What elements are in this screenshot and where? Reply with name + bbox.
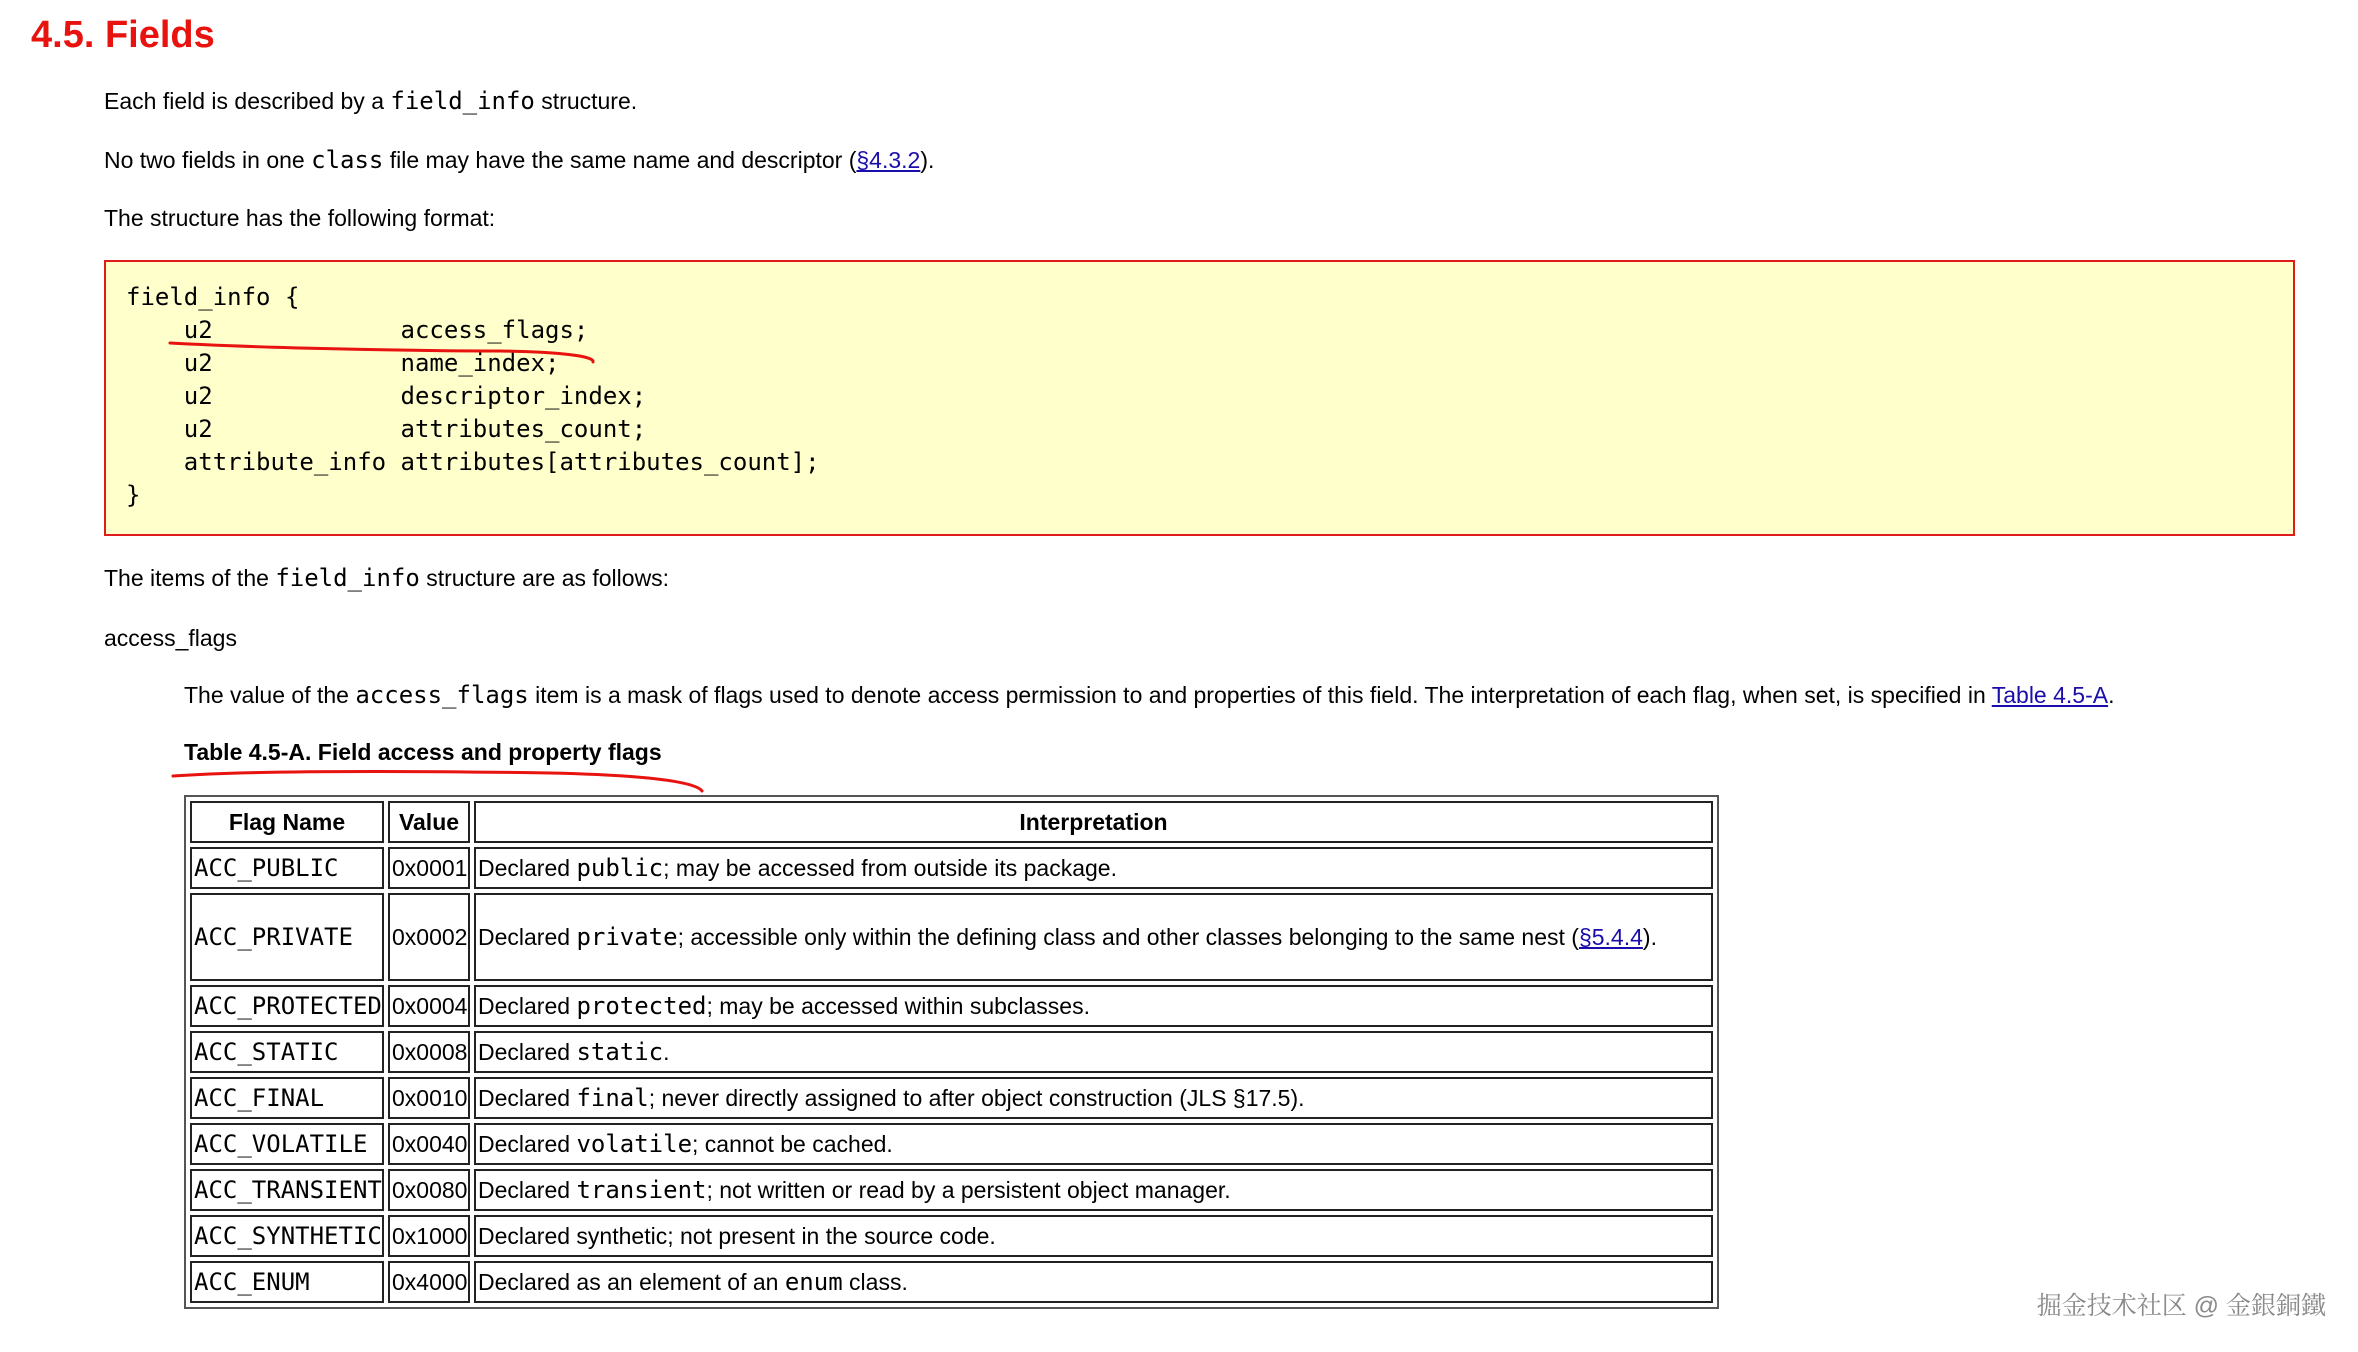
code-line: } bbox=[126, 481, 141, 509]
table-row bbox=[190, 1215, 1713, 1257]
inline-code-access-flags: access_flags bbox=[355, 681, 529, 709]
interpretation-cell bbox=[474, 1261, 1713, 1303]
items-intro-text: The items of the bbox=[104, 565, 276, 591]
flag-value-cell: 0x0040 bbox=[388, 1123, 470, 1165]
code-block bbox=[104, 260, 2295, 536]
table-row bbox=[190, 985, 1713, 1027]
flag-value-cell: 0x0080 bbox=[388, 1169, 470, 1211]
flag-name-cell: ACC_SYNTHETIC bbox=[190, 1215, 384, 1257]
intro-p2-text-end: ). bbox=[920, 147, 935, 173]
inline-code: protected bbox=[576, 992, 707, 1020]
items-intro bbox=[104, 563, 669, 593]
interpretation-text: Declared synthetic; not present in the source code. bbox=[478, 1222, 996, 1249]
flag-name-cell: ACC_PRIVATE bbox=[190, 893, 384, 981]
interpretation-cell bbox=[474, 847, 1713, 889]
interpretation-text: Declared as an element of an bbox=[478, 1269, 785, 1295]
inline-code: public bbox=[576, 854, 664, 882]
intro-p2-text-middle: file may have the same name and descriptor ( bbox=[383, 147, 857, 173]
interpretation-text: ; may be accessed within subclasses. bbox=[706, 993, 1090, 1019]
interpretation-cell bbox=[474, 985, 1713, 1027]
column-header-interpretation: Interpretation bbox=[474, 801, 1713, 843]
item-description-access-flags bbox=[184, 680, 2114, 710]
inline-code: static bbox=[576, 1038, 664, 1066]
code-line: u2 access_flags; bbox=[126, 316, 589, 344]
column-header-value: Value bbox=[388, 801, 470, 843]
code-line: u2 name_index; bbox=[126, 349, 560, 377]
interpretation-text: ; not written or read by a persistent object manager. bbox=[706, 1177, 1231, 1203]
interpretation-cell bbox=[474, 1031, 1713, 1073]
intro-p2-text: No two fields in one bbox=[104, 147, 312, 173]
interpretation-cell bbox=[474, 1123, 1713, 1165]
inline-code-field-info: field_info bbox=[390, 87, 535, 115]
inline-code: volatile bbox=[576, 1130, 693, 1158]
interpretation-text: Declared bbox=[478, 993, 577, 1019]
watermark: 掘金技术社区 @ 金銀銅鐵 bbox=[2036, 1292, 2326, 1320]
inline-code: private bbox=[576, 923, 678, 951]
inline-code-field-info: field_info bbox=[275, 564, 420, 592]
table-row bbox=[190, 1077, 1713, 1119]
interpretation-cell bbox=[474, 893, 1713, 981]
interpretation-text: ; cannot be cached. bbox=[692, 1131, 893, 1157]
flag-value-cell: 0x1000 bbox=[388, 1215, 470, 1257]
flag-value-cell: 0x4000 bbox=[388, 1261, 470, 1303]
inline-code: transient bbox=[576, 1176, 707, 1204]
interpretation-text: Declared bbox=[478, 1085, 577, 1111]
code-line: attribute_info attributes[attributes_count]; bbox=[126, 448, 820, 476]
link-table-4-5-a[interactable]: Table 4.5-A bbox=[1991, 682, 2109, 708]
interpretation-text: class. bbox=[842, 1269, 908, 1295]
interpretation-cell bbox=[474, 1169, 1713, 1211]
intro-paragraph-1 bbox=[104, 86, 637, 116]
code-line: field_info { bbox=[126, 283, 300, 311]
interpretation-text: Declared bbox=[478, 924, 577, 950]
table-row bbox=[190, 1261, 1713, 1303]
interpretation-text: Declared bbox=[478, 855, 577, 881]
link-section-5-4-4[interactable]: §5.4.4 bbox=[1578, 924, 1643, 950]
table-row bbox=[190, 847, 1713, 889]
link-section-4-3-2[interactable]: §4.3.2 bbox=[856, 147, 921, 173]
interpretation-text: ). bbox=[1642, 924, 1657, 950]
desc-text: The value of the bbox=[184, 682, 356, 708]
interpretation-cell bbox=[474, 1077, 1713, 1119]
interpretation-text: ; may be accessed from outside its package. bbox=[663, 855, 1117, 881]
flag-value-cell: 0x0002 bbox=[388, 893, 470, 981]
flag-value-cell: 0x0001 bbox=[388, 847, 470, 889]
item-term-access-flags: access_flags bbox=[104, 625, 237, 651]
flag-value-cell: 0x0004 bbox=[388, 985, 470, 1027]
interpretation-text: Declared bbox=[478, 1039, 577, 1065]
interpretation-text: ; accessible only within the defining class and other classes belonging to the same nest ( bbox=[677, 924, 1579, 950]
interpretation-text: Declared bbox=[478, 1131, 577, 1157]
flag-value-cell: 0x0010 bbox=[388, 1077, 470, 1119]
flag-name-cell: ACC_PUBLIC bbox=[190, 847, 384, 889]
intro-p1-text: Each field is described by a bbox=[104, 88, 391, 114]
table-row bbox=[190, 893, 1713, 981]
code-line: u2 attributes_count; bbox=[126, 415, 647, 443]
underline-annotation-caption bbox=[173, 771, 702, 791]
desc-text-end: . bbox=[2108, 682, 2115, 708]
items-intro-text-end: structure are as follows: bbox=[419, 565, 670, 591]
table-header-row bbox=[190, 801, 1713, 843]
table-row bbox=[190, 1031, 1713, 1073]
interpretation-text: Declared bbox=[478, 1177, 577, 1203]
inline-code-class: class bbox=[311, 146, 384, 174]
intro-p1-text-end: structure. bbox=[534, 88, 638, 114]
code-line: u2 descriptor_index; bbox=[126, 382, 647, 410]
inline-code: final bbox=[576, 1084, 649, 1112]
intro-paragraph-2 bbox=[104, 145, 934, 175]
interpretation-text: . bbox=[663, 1039, 670, 1065]
flag-name-cell: ACC_VOLATILE bbox=[190, 1123, 384, 1165]
flag-name-cell: ACC_PROTECTED bbox=[190, 985, 384, 1027]
flag-name-cell: ACC_FINAL bbox=[190, 1077, 384, 1119]
access-flags-table bbox=[184, 795, 1719, 1309]
table-caption: Table 4.5-A. Field access and property flags bbox=[184, 739, 662, 765]
intro-paragraph-3: The structure has the following format: bbox=[104, 205, 496, 231]
inline-code: enum bbox=[784, 1268, 843, 1296]
flag-name-cell: ACC_STATIC bbox=[190, 1031, 384, 1073]
interpretation-cell bbox=[474, 1215, 1713, 1257]
flag-name-cell: ACC_ENUM bbox=[190, 1261, 384, 1303]
column-header-flag-name: Flag Name bbox=[190, 801, 384, 843]
page-title: 4.5. Fields bbox=[31, 14, 215, 56]
table-row bbox=[190, 1169, 1713, 1211]
flag-name-cell: ACC_TRANSIENT bbox=[190, 1169, 384, 1211]
desc-text-middle: item is a mask of flags used to denote access permission to and properties of this field. The interpretation of each flag, when set, is specified in bbox=[528, 682, 1992, 708]
interpretation-text: ; never directly assigned to after object construction (JLS §17.5). bbox=[648, 1085, 1305, 1111]
flag-value-cell: 0x0008 bbox=[388, 1031, 470, 1073]
table-row bbox=[190, 1123, 1713, 1165]
